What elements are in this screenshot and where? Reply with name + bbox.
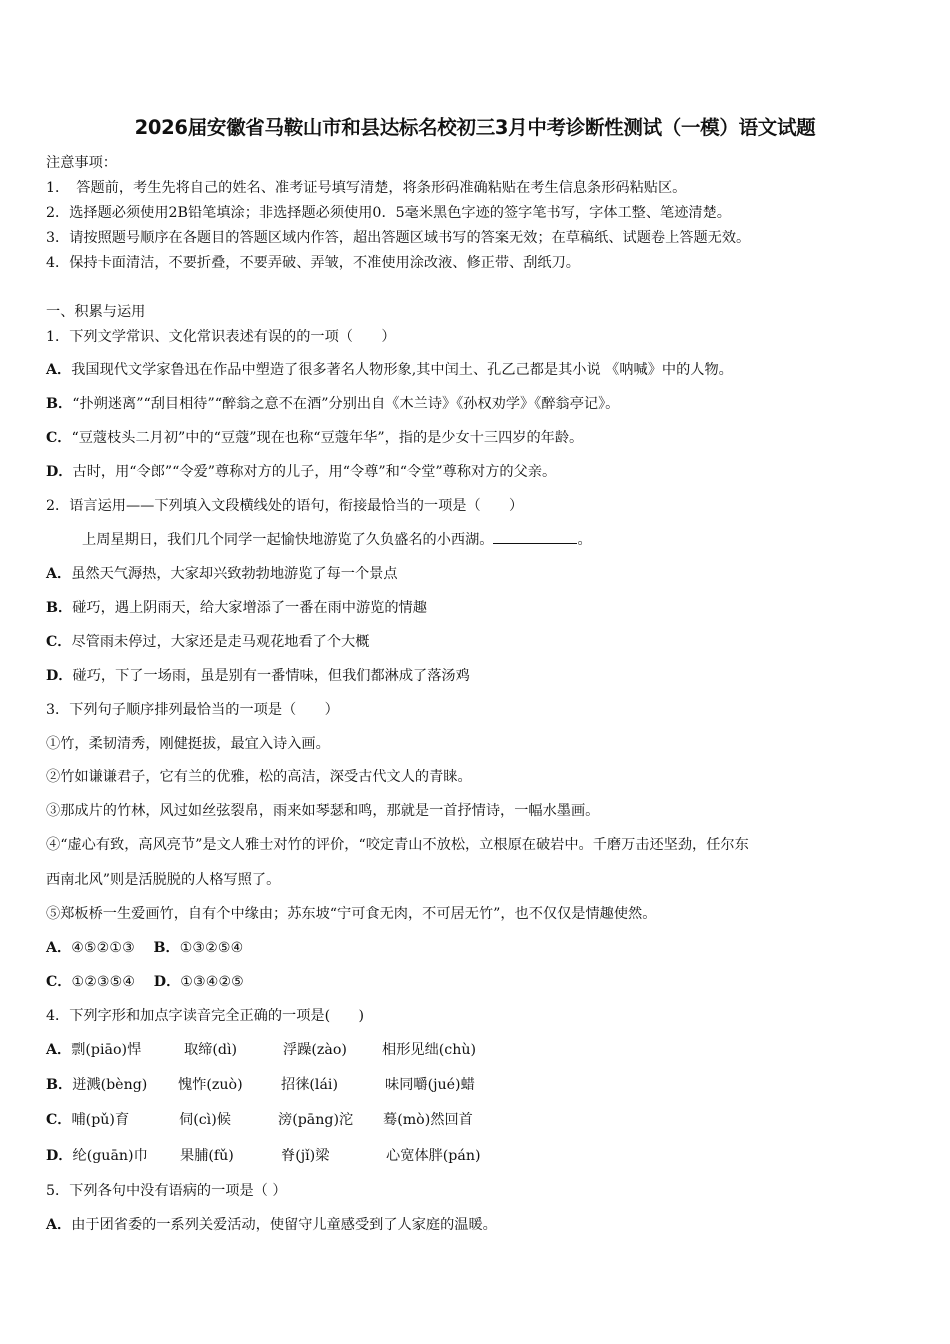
q4-option-a-3: 浮躁(zào) — [283, 1042, 347, 1058]
q4-option-d-4: 心宽体胖(pán) — [386, 1148, 481, 1164]
q2-stem: 2．语言运用——下列填入文段横线处的语句，衔接最恰当的一项是（ ） — [46, 498, 524, 514]
q4-option-c-1: C．哺(pǔ)育 — [46, 1112, 130, 1128]
q4-option-a-4: 相形见绌(chù) — [382, 1042, 477, 1058]
fill-blank — [493, 530, 577, 544]
q1-option-d: D．古时，用“令郎”“令爱”尊称对方的儿子，用“令尊”和“令堂”尊称对方的父亲。 — [46, 464, 557, 480]
q4-option-c-3: 滂(pāng)沱 — [278, 1112, 354, 1128]
q3-options-row — [46, 938, 243, 958]
notice-item: 2．选择题必须使用2B铅笔填涂；非选择题必须使用0．5毫米黑色字迹的签字笔书写，字体工整、笔迹清楚。 — [46, 205, 731, 221]
q4-option-d-3: 脊(jǐ)梁 — [281, 1148, 330, 1164]
q4-option-a-1: A．剽(piāo)悍 — [46, 1042, 142, 1058]
q3-sentence: ③那成片的竹林，风过如丝弦裂帛，雨来如琴瑟和鸣，那就是一首抒情诗，一幅水墨画。 — [46, 803, 600, 819]
q4-option-b-2: 愧怍(zuò) — [178, 1077, 243, 1093]
notice-item: 1． 答题前，考生先将自己的姓名、准考证号填写清楚，将条形码准确粘贴在考生信息条形码粘贴区。 — [46, 180, 687, 196]
q3-sentence: 西南北风”则是活脱脱的人格写照了。 — [46, 872, 281, 888]
q1-option-c: C．“豆蔻枝头二月初”中的“豆蔻”现在也称“豆蔻年华”，指的是少女十三四岁的年龄。 — [46, 430, 584, 446]
q2-option-c: C．尽管雨未停过，大家还是走马观花地看了个大概 — [46, 634, 370, 650]
q2-passage-end: 。 — [577, 532, 592, 548]
section-heading: 一、积累与运用 — [46, 304, 146, 320]
q2-passage-text: 上周星期日，我们几个同学一起愉快地游览了久负盛名的小西湖。 — [82, 532, 494, 548]
q2-option-a: A．虽然天气溽热，大家却兴致勃勃地游览了每一个景点 — [46, 566, 398, 582]
q3-sentence: ②竹如谦谦君子，它有兰的优雅，松的高洁，深受古代文人的青睐。 — [46, 769, 472, 785]
exam-title: 2026届安徽省马鞍山市和县达标名校初三3月中考诊断性测试（一模）语文试题 — [134, 116, 816, 139]
q3-option-c: C．①②③⑤④ — [46, 974, 136, 990]
q4-option-b-4: 味同嚼(jué)蜡 — [385, 1077, 475, 1093]
q4-option-c-2: 伺(cì)候 — [179, 1112, 231, 1128]
q2-option-b: B．碰巧，遇上阴雨天，给大家增添了一番在雨中游览的情趣 — [46, 600, 427, 616]
q3-option-a: A．④⑤②①③ — [46, 940, 135, 956]
q5-option-a: A．由于团省委的一系列关爱活动，使留守儿童感受到了人家庭的温暖。 — [46, 1217, 497, 1233]
q1-option-a: A．我国现代文学家鲁迅在作品中塑造了很多著名人物形象,其中闰土、孔乙己都是其小说 《呐喊》中的人物。 — [46, 362, 733, 378]
q4-option-d-1: D．纶(guān)巾 — [46, 1148, 148, 1164]
q3-sentence: ⑤郑板桥一生爱画竹，自有个中缘由；苏东坡“宁可食无肉，不可居无竹”，也不仅仅是情趣使然。 — [46, 906, 657, 922]
q3-options-row — [46, 972, 244, 992]
notice-heading: 注意事项： — [46, 155, 117, 171]
notice-item: 4．保持卡面清洁，不要折叠，不要弄破、弄皱，不准使用涂改液、修正带、刮纸刀。 — [46, 255, 580, 271]
q2-option-d: D．碰巧，下了一场雨，虽是别有一番情味，但我们都淋成了落汤鸡 — [46, 668, 470, 684]
q4-option-c-4: 蓦(mò)然回首 — [383, 1112, 473, 1128]
q3-sentence: ①竹，柔韧清秀，刚健挺拔，最宜入诗入画。 — [46, 736, 330, 752]
q1-option-b: B．“扑朔迷离”“刮目相待”“醉翁之意不在酒”分别出自《木兰诗》《孙权劝学》《醉翁亭记》。 — [46, 396, 620, 412]
q4-option-a-2: 取缔(dì) — [184, 1042, 238, 1058]
q4-option-b-1: B．迸溅(bèng) — [46, 1077, 148, 1093]
notice-item: 3．请按照题号顺序在各题目的答题区域内作答，超出答题区域书写的答案无效；在草稿纸、试题卷上答题无效。 — [46, 230, 751, 246]
q1-stem: 1．下列文学常识、文化常识表述有误的的一项（ ） — [46, 329, 396, 345]
q3-option-b: B．①③②⑤④ — [153, 940, 244, 956]
q2-passage — [82, 530, 592, 550]
q3-sentence: ④“虚心有致，高风亮节”是文人雅士对竹的评价，“咬定青山不放松，立根原在破岩中。千磨万击还坚劲，任尔东 — [46, 837, 749, 853]
q3-stem: 3．下列句子顺序排列最恰当的一项是（ ） — [46, 702, 339, 718]
q4-option-b-3: 招徕(lái) — [281, 1077, 338, 1093]
q3-option-d: D．①③④②⑤ — [153, 974, 244, 990]
q4-option-d-2: 果脯(fǔ) — [180, 1148, 234, 1164]
q5-stem: 5．下列各句中没有语病的一项是（ ） — [46, 1183, 287, 1199]
q4-stem: 4．下列字形和加点字读音完全正确的一项是( ) — [46, 1008, 365, 1024]
